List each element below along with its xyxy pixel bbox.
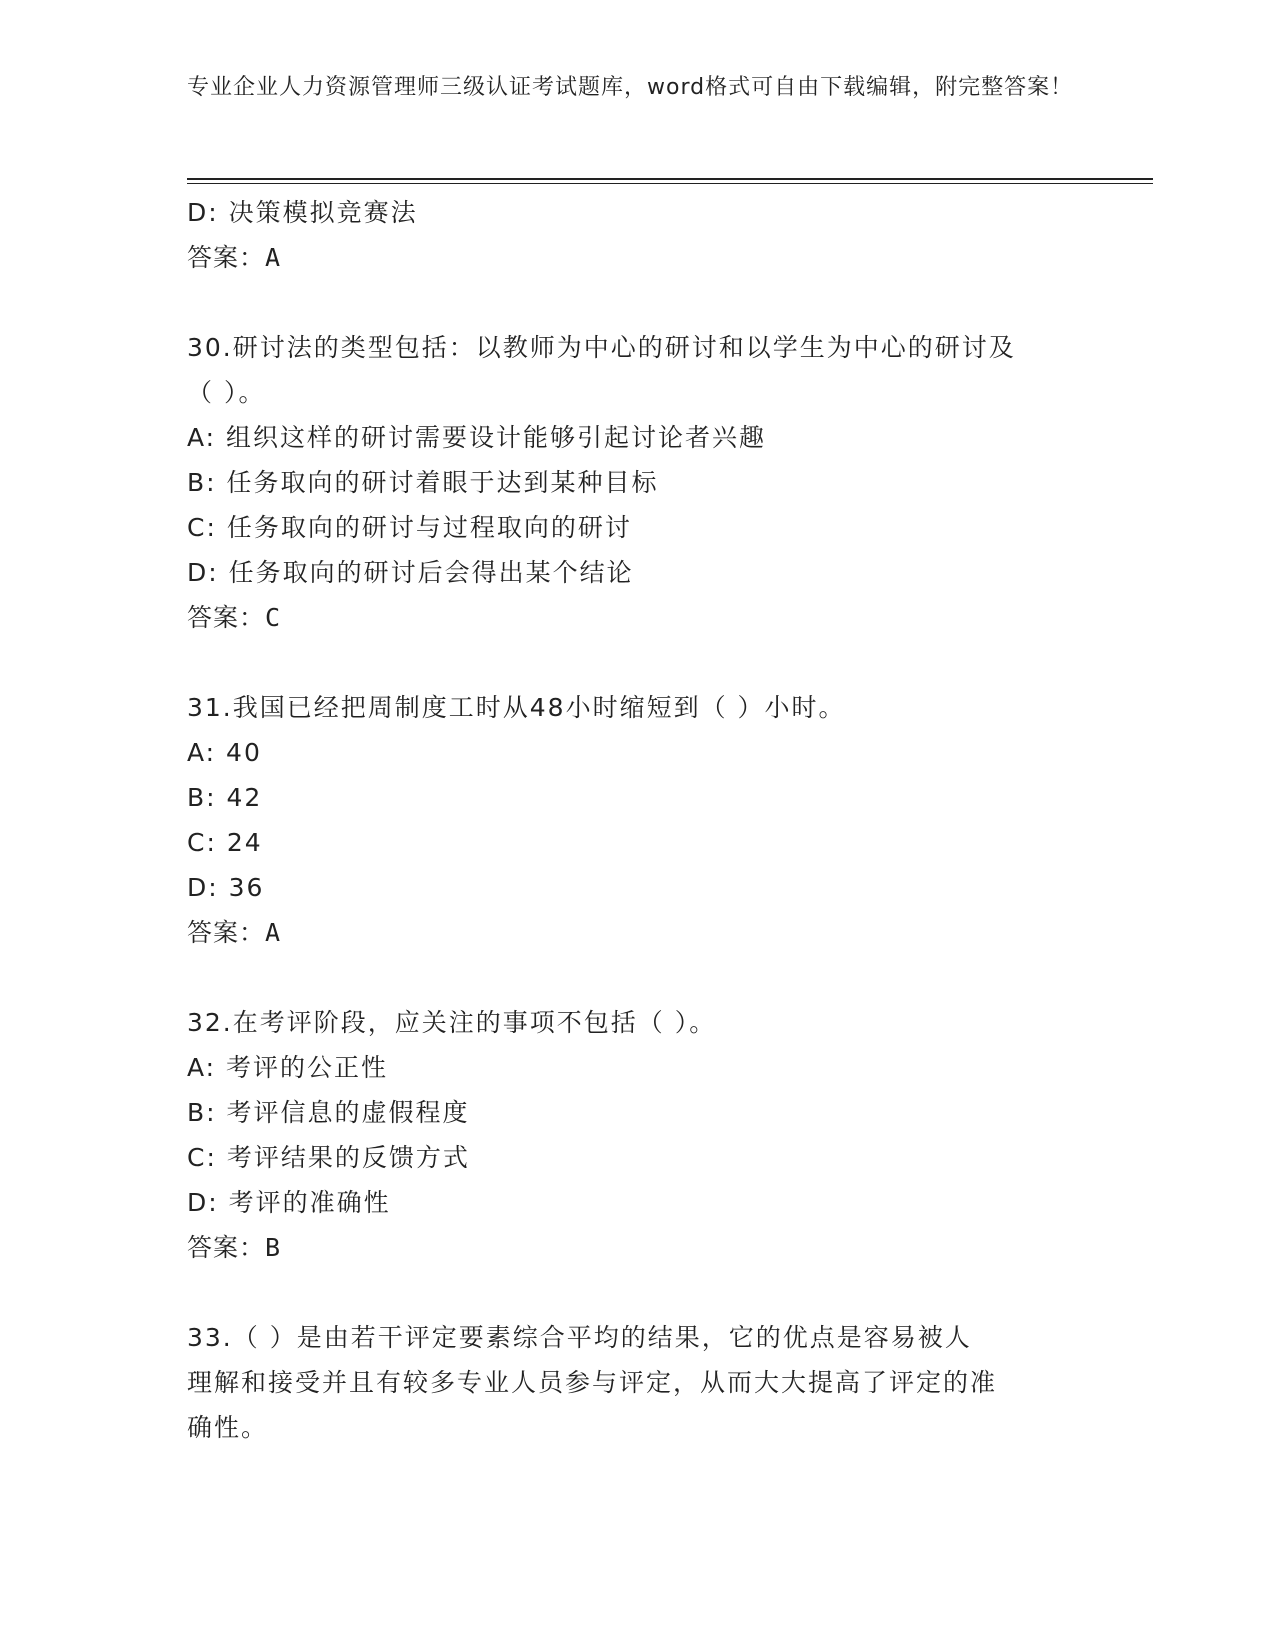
option-a: A: 组织这样的研讨需要设计能够引起讨论者兴趣 bbox=[187, 423, 767, 452]
question-stem-cont: 理解和接受并且有较多专业人员参与评定，从而大大提高了评定的准 bbox=[187, 1368, 998, 1397]
question-stem: 33.（ ）是由若干评定要素综合平均的结果，它的优点是容易被人 bbox=[187, 1323, 972, 1352]
spacer bbox=[187, 280, 1077, 325]
question-stem: 30.研讨法的类型包括：以教师为中心的研讨和以学生为中心的研讨及 bbox=[187, 333, 1016, 362]
header-divider-thick bbox=[187, 178, 1153, 180]
answer: 答案：C bbox=[187, 603, 282, 632]
option-c: C: 任务取向的研讨与过程取向的研讨 bbox=[187, 513, 632, 542]
question-stem: 31.我国已经把周制度工时从48小时缩短到（ ）小时。 bbox=[187, 693, 846, 722]
question-33 bbox=[187, 1315, 1077, 1450]
question-30 bbox=[187, 325, 1077, 640]
question-stem: 32.在考评阶段，应关注的事项不包括（ ）。 bbox=[187, 1008, 717, 1037]
prev-answer: 答案：A bbox=[187, 243, 282, 272]
header-divider-thin bbox=[187, 183, 1153, 184]
option-a: A: 40 bbox=[187, 738, 262, 767]
answer: 答案：A bbox=[187, 918, 282, 947]
question-31 bbox=[187, 685, 1077, 955]
option-b: B: 任务取向的研讨着眼于达到某种目标 bbox=[187, 468, 659, 497]
spacer bbox=[187, 955, 1077, 1000]
option-d: D: 考评的准确性 bbox=[187, 1188, 391, 1217]
prev-option-d: D: 决策模拟竞赛法 bbox=[187, 198, 418, 227]
option-d: D: 36 bbox=[187, 873, 265, 902]
answer: 答案：B bbox=[187, 1233, 282, 1262]
question-stem-cont: （ ）。 bbox=[187, 378, 266, 407]
question-content bbox=[187, 190, 1077, 1450]
spacer bbox=[187, 1270, 1077, 1315]
option-c: C: 考评结果的反馈方式 bbox=[187, 1143, 470, 1172]
document-header: 专业企业人力资源管理师三级认证考试题库，word格式可自由下载编辑，附完整答案！ bbox=[187, 75, 1074, 100]
option-c: C: 24 bbox=[187, 828, 263, 857]
question-stem-cont: 确性。 bbox=[187, 1413, 269, 1442]
question-32 bbox=[187, 1000, 1077, 1270]
option-b: B: 42 bbox=[187, 783, 263, 812]
option-b: B: 考评信息的虚假程度 bbox=[187, 1098, 470, 1127]
option-a: A: 考评的公正性 bbox=[187, 1053, 389, 1082]
spacer bbox=[187, 640, 1077, 685]
option-d: D: 任务取向的研讨后会得出某个结论 bbox=[187, 558, 634, 587]
